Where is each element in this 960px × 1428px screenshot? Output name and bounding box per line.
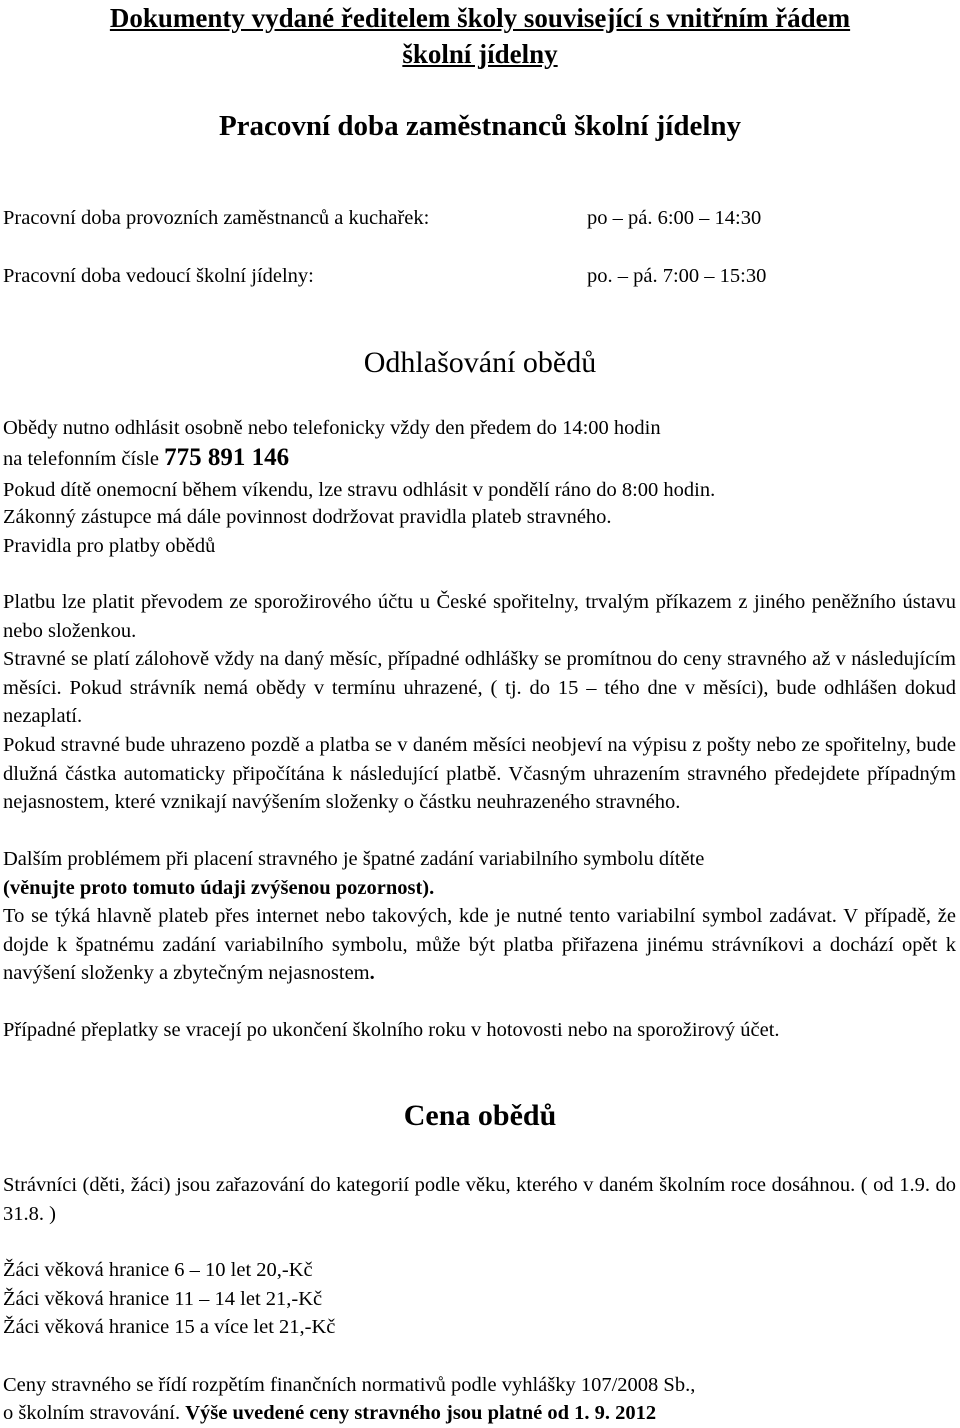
prices-footer: Ceny stravného se řídí rozpětím finančních normativů podle vyhlášky 107/2008 Sb., (3, 1374, 696, 1396)
cancellation-text: Zákonný zástupce má dále povinnost dodržovat pravidla plateb stravného. (3, 506, 612, 528)
document-title-line2: školní jídelny (402, 39, 558, 69)
prices-validity: Výše uvedené ceny stravného jsou platné od 1. 9. 2012 (185, 1402, 657, 1424)
payment-paragraph: Dalším problémem při placení stravného je špatné zadání variabilního symbolu dítěte (3, 848, 705, 870)
payment-paragraph-end: . (369, 962, 375, 984)
overpayment-text: Případné přeplatky se vracejí po ukončení školního roku v hotovosti nebo na sporožirový účet. (3, 1019, 780, 1041)
hours-row-value: po – pá. 6:00 – 14:30 (587, 207, 762, 229)
payment-paragraph: Pokud stravné bude uhrazeno pozdě a platba se v daném měsíci neobjeví na výpisu z pošty nebo ze spořitelny, bude dlužná částka automaticky připočítána k následující platbě. Včasným uhrazením stravného předejdete případným nejasnostem, které vznikají navýšením složenky o částku neuhrazeného stravného. (3, 734, 956, 813)
payment-rules-heading: Pravidla pro platby obědů (3, 535, 216, 557)
cancellation-text: Pokud dítě onemocní během víkendu, lze stravu odhlásit v pondělí ráno do 8:00 hodin. (3, 479, 716, 501)
payment-warning: (věnujte proto tomuto údaji zvýšenou pozornost). (3, 877, 435, 899)
cancellation-heading: Odhlašování obědů (363, 346, 597, 379)
price-item: Žáci věková hranice 11 – 14 let 21,-Kč (3, 1288, 323, 1310)
payment-paragraph-text: To se týká hlavně plateb přes internet nebo takových, kde je nutné tento variabilní symbol zadávat. V případě, že dojde k špatnému zadání variabilního symbolu, může být platba přiřazena jinému strávníkovi a dochází opět k navýšení složenky a zbytečným nejasnostem (3, 905, 956, 984)
phone-prefix: na telefonním čísle (3, 448, 165, 470)
prices-footer-text: o školním stravování. (3, 1402, 186, 1424)
payment-paragraph: Platbu lze platit převodem ze sporožirového účtu u České spořitelny, trvalým příkazem z jiného peněžního ústavu nebo složenkou. (3, 591, 956, 642)
document-title-line1: Dokumenty vydané ředitelem školy související s vnitřním řádem (109, 3, 851, 33)
prices-heading: Cena obědů (403, 1099, 557, 1132)
cancellation-phone-line (3, 444, 289, 473)
price-item: Žáci věková hranice 15 a více let 21,-Kč (3, 1316, 336, 1338)
prices-intro: Strávníci (děti, žáci) jsou zařazování do kategorií podle věku, kterého v daném školním roce dosáhnou. ( od 1.9. do 31.8. ) (3, 1174, 956, 1225)
payment-paragraph (3, 902, 956, 988)
hours-row-label: Pracovní doba vedoucí školní jídelny: (3, 265, 314, 287)
cancellation-text: Obědy nutno odhlásit osobně nebo telefonicky vždy den předem do 14:00 hodin (3, 417, 661, 439)
hours-row-value: po. – pá. 7:00 – 15:30 (587, 265, 767, 287)
hours-row-label: Pracovní doba provozních zaměstnanců a kuchařek: (3, 207, 430, 229)
payment-paragraph: Stravné se platí zálohově vždy na daný měsíc, případné odhlášky se promítnou do ceny stravného až v následujícím měsíci. Pokud strávník nemá obědy v termínu uhrazené, ( tj. do 15 – tého dne v měsíci), bude odhlášen dokud nezaplatí. (3, 648, 956, 727)
prices-footer-line2 (3, 1399, 656, 1427)
price-item: Žáci věková hranice 6 – 10 let 20,-Kč (3, 1259, 313, 1281)
phone-number: 775 891 146 (164, 444, 290, 471)
working-hours-heading: Pracovní doba zaměstnanců školní jídelny (218, 110, 742, 142)
